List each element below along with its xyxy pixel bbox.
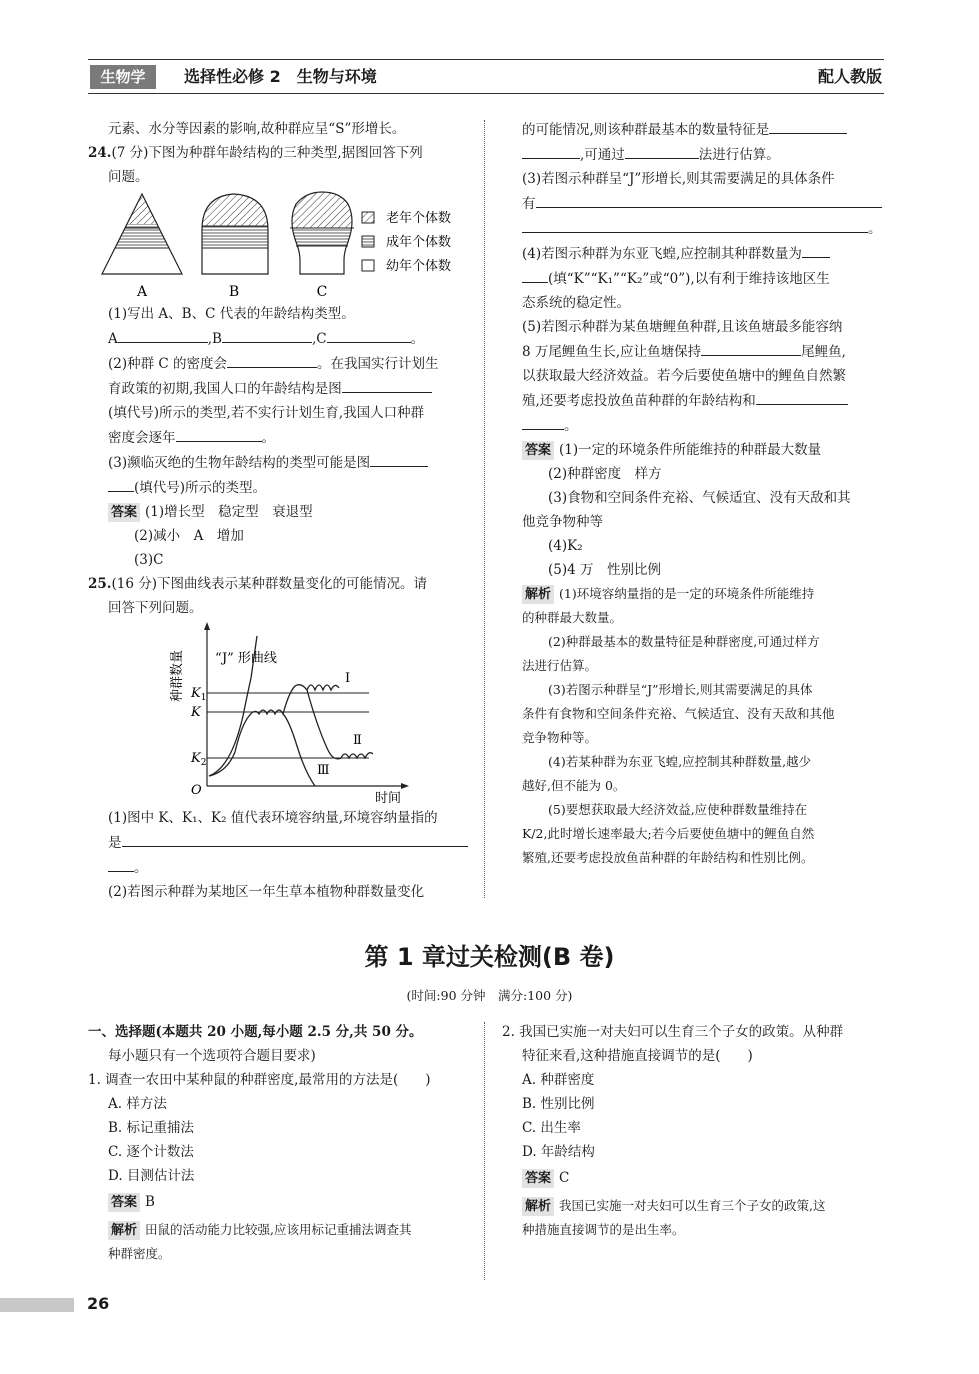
r-line6 [502,241,886,266]
section1-left [88,1020,470,1266]
right-column [502,117,886,870]
answer-blank [756,388,848,405]
expl-e3: (3)若图示种群呈“J”形增长,则其需要满足的具体 [548,682,813,697]
q1-option-a: A. 样方法 [108,1096,167,1112]
q2-option-a: A. 种群密度 [522,1072,595,1088]
q24-p2a-end: 。在我国实行计划生 [317,356,439,372]
q25-number: 25. [88,576,112,592]
q1-answer [88,1190,470,1214]
q25-part1-line2 [88,830,470,855]
k-label: K [191,705,201,720]
q25-stem-cont: 回答下列问题。 [108,600,203,616]
r-line13 [502,413,886,438]
r-line4 [502,191,886,216]
expl-e4: (4)若某种群为东亚飞蝗,应控制其种群数量,越少 [548,754,812,769]
q25-ans3b: 他竞争物种等 [522,514,603,530]
answer-blank [370,450,428,467]
expl-e5: (5)要想获取最大经济效益,应使种群数量维持在 [548,802,808,817]
legend-old: 老年个体数 [386,211,452,226]
r-line1 [502,117,886,142]
q25-ans1: (1)一定的环境条件所能维持的种群最大数量 [559,442,822,458]
k2-label: $K_2$ [191,751,207,768]
q1-expl-line1 [88,1218,470,1242]
q24-b-label: ,B [207,331,222,347]
answer-blank [176,425,262,442]
q1-expl-line2: 种群密度。 [108,1246,171,1261]
origin-label: O [191,783,202,798]
q1-option-c: C. 逐个计数法 [108,1144,194,1160]
section-heading: 一、选择题(本题共 20 小题,每小题 2.5 分,共 50 分。 [88,1024,423,1040]
q25-ans5: (5)4 万 性别比例 [548,562,662,578]
q1-option-d: D. 目测估计法 [108,1168,195,1184]
q2-option-d: D. 年龄结构 [522,1144,595,1160]
answer-blank [227,351,317,368]
q1-expl1: 田鼠的活动能力比较强,应该用标记重捕法调查其 [145,1222,412,1237]
r-l13: 。 [564,418,578,434]
answer-blank [122,830,468,847]
y-label: 种群数量 [170,649,185,703]
curve-i-label: Ⅰ [345,671,351,686]
answer-blank [701,339,801,356]
q25-ans4: (4)K₂ [548,538,583,554]
q24-part1: (1)写出 A、B、C 代表的年龄结构类型。 [108,306,355,322]
q25-ans2: (2)种群密度 样方 [548,466,662,482]
q25-p1b: 是 [108,835,122,851]
q24-ans2: (2)减小 A 增加 [134,528,244,544]
r-l1: 的可能情况,则该种群最基本的数量特征是 [522,122,770,138]
chapter-title: 第 1 章过关检测(B 卷) [364,943,615,971]
explanation-tag: 解析 [522,1197,554,1216]
header-rule-top [88,59,884,60]
q24-p2b: 育政策的初期,我国人口的年龄结构是图 [108,381,342,397]
q24-part3-line1 [88,450,470,475]
q2-stem: 2. 我国已实施一对夫妇可以生育三个子女的政策。从种群 [502,1024,844,1040]
q25-part1-line1: (1)图中 K、K₁、K₂ 值代表环境容纳量,环境容纳量指的 [108,810,438,826]
q24-ans1: (1)增长型 稳定型 衰退型 [145,504,313,520]
r-line11: 以获取最大经济效益。若今后要使鱼塘中的鲤鱼自然繁 [522,368,846,384]
expl-e5b: K/2,此时增长速率最大;若今后要使鱼塘中的鲤鱼自然 [522,826,815,841]
legend-young: 幼年个体数 [386,259,452,274]
r-line12 [502,388,886,413]
q2-expl-line2: 种措施直接调节的是出生率。 [522,1222,685,1237]
q24-part2-line4 [88,425,470,450]
answer-blank [327,326,411,343]
q24-stem-text: (7 分)下图为种群年龄结构的三种类型,据图回答下列 [111,145,423,161]
r-l2b: 法进行估算。 [698,147,780,163]
r-line9: (5)若图示种群为某鱼塘鲤鱼种群,且该鱼塘最多能容纳 [522,319,843,335]
pyramid-c [284,190,364,276]
answer-blank [522,266,548,283]
expl-e2b: 法进行估算。 [522,658,598,673]
population-curve-graph [165,616,415,806]
legend-old-swatch [362,212,374,223]
q24-part2-line2 [88,376,470,401]
r-l12: 殖,还要考虑投放鱼苗种群的年龄结构和 [522,393,756,409]
expl-e1b: 的种群最大数量。 [522,610,623,625]
chapter-subtitle: (时间:90 分钟 满分:100 分) [406,988,573,1003]
q25-part2-line1: (2)若图示种群为某地区一年生草本植物种群数量变化 [108,884,425,900]
q24-number: 24. [88,145,112,161]
curve-i [283,685,339,714]
r-l7: (填“K”“K₁”“K₂”或“0”),以有利于维持该地区生 [548,271,830,287]
x-label: 时间 [375,791,402,806]
book-title: 选择性必修 2 生物与环境 [184,67,377,86]
q24-stem [88,141,470,165]
r-l5: 。 [868,221,882,237]
answer-tag: 答案 [108,1193,140,1212]
q2-stem-cont: 特征来看,这种措施直接调节的是( ) [522,1048,753,1064]
q1-option-b: B. 标记重捕法 [108,1120,195,1136]
q2-explanation [502,1194,886,1242]
r-line3: (3)若图示种群呈“J”形增长,则其需要满足的具体条件 [522,171,835,187]
q24-p1-end: 。 [410,331,425,347]
q24-p2d: 密度会逐年 [108,430,176,446]
answer-blank [108,855,134,872]
k1-label: $K_1$ [191,686,207,703]
answer-blank [522,413,564,430]
q25-questions [88,806,470,904]
q1-stem: 1. 调查一农田中某种鼠的种群密度,最常用的方法是( ) [88,1072,431,1088]
q24-p3b: (填代号)所示的类型。 [134,480,267,496]
q24-part2-line3: (填代号)所示的类型,若不实行计划生育,我国人口种群 [108,405,425,421]
r-l10a: 8 万尾鲤鱼生长,应让鱼塘保持 [522,344,702,360]
r-l6: (4)若图示种群为东亚飞蝗,应控制其种群数量为 [522,246,802,262]
q25-stem [88,572,470,596]
r-line2 [502,142,886,167]
header-rule-bottom [88,93,884,94]
q25-stem-text: (16 分)下图曲线表示某种群数量变化的可能情况。请 [111,576,428,592]
q25-explanation [502,582,886,870]
answer-tag: 答案 [522,441,554,460]
q2-answer [502,1166,886,1190]
legend-adult: 成年个体数 [386,235,452,250]
answer-blank [769,117,847,134]
curve-iii-label: Ⅲ [317,763,330,778]
q24-p3a: (3)濒临灭绝的生物年龄结构的类型可能是图 [108,455,371,471]
answer-blank [118,326,208,343]
expl-e1: (1)环境容纳量指的是一定的环境条件所能维持 [559,586,815,601]
section1-right [502,1020,886,1242]
expl-e2: (2)种群最基本的数量特征是种群密度,可通过样方 [548,634,820,649]
j-curve-label: “J” 形曲线 [215,651,277,666]
column-divider-top [484,120,485,898]
q24-questions [88,302,470,620]
explanation-tag: 解析 [108,1221,140,1240]
q24-part3-line2 [88,475,470,500]
r-l10b: 尾鲤鱼, [801,344,846,360]
expl-line [502,582,886,606]
r-l2a: ,可通过 [580,147,625,163]
q24-c-label: ,C [311,331,327,347]
page-number: 26 [87,1294,110,1313]
r-l4: 有 [522,196,536,212]
answer-blank [802,241,830,258]
column-divider-bottom [484,1022,485,1280]
answer-tag: 答案 [522,1169,554,1188]
expl-e3c: 竞争物种等。 [522,730,598,745]
q24-answer [88,500,470,524]
q2-option-c: C. 出生率 [522,1120,581,1136]
subject-label: 生物学 [90,65,156,89]
q24-p2a: (2)种群 C 的密度会 [108,356,228,372]
q25-answer [502,438,886,462]
edition-label: 配人教版 [817,67,882,86]
label-a: A [136,284,148,300]
q24-p2d-end: 。 [261,430,275,446]
left-column [88,117,470,189]
expl-e3b: 条件有食物和空间条件充裕、气候适宜、没有天敌和其他 [522,706,835,721]
answer-blank [536,191,882,208]
age-structure-figure [100,190,472,302]
page-number-bar [0,1298,74,1312]
q2-option-b: B. 性别比例 [522,1096,595,1112]
curve-ii-label: Ⅱ [353,733,362,748]
answer-blank [522,142,580,159]
q25-p1c: 。 [134,860,148,876]
curve-iii [209,710,315,786]
q2-expl-line1 [502,1194,886,1218]
q2-answer-value: C [559,1170,570,1186]
section-heading-cont: 每小题只有一个选项符合题目要求) [108,1048,316,1064]
label-b: B [228,284,240,300]
q2-expl1: 我国已实施一对夫妇可以生育三个子女的政策,这 [559,1198,826,1213]
q1-explanation [88,1218,470,1266]
curve-ii [307,690,373,759]
q24-part1-blanks [88,326,470,351]
q24-ans3: (3)C [134,552,164,568]
answer-blank [625,142,699,159]
legend-adult-swatch [362,236,374,247]
continued-text: 元素、水分等因素的影响,故种群应呈“S”形增长。 [108,121,406,137]
q25-ans3: (3)食物和空间条件充裕、气候适宜、没有天敌和其 [548,490,851,506]
explanation-tag: 解析 [522,585,554,604]
q24-stem-cont: 问题。 [108,169,149,185]
q24-a-label: A [108,331,118,347]
answer-blank [222,326,312,343]
answer-blank [342,376,432,393]
page-header [88,59,884,95]
label-c: C [316,284,328,300]
r-line10 [502,339,886,364]
q24-part2-line1 [88,351,470,376]
r-line5 [502,216,886,241]
legend-young-swatch [362,260,374,271]
q1-answer-value: B [145,1194,155,1210]
r-line7 [502,266,886,291]
expl-e4b: 越好,但不能为 0。 [522,778,626,793]
answer-tag: 答案 [108,503,140,522]
expl-e5c: 繁殖,还要考虑投放鱼苗种群的年龄结构和性别比例。 [522,850,814,865]
q25-part1-line3 [88,855,470,880]
r-line8: 态系统的稳定性。 [522,295,630,311]
answer-blank [522,216,868,233]
answer-blank [108,475,134,492]
